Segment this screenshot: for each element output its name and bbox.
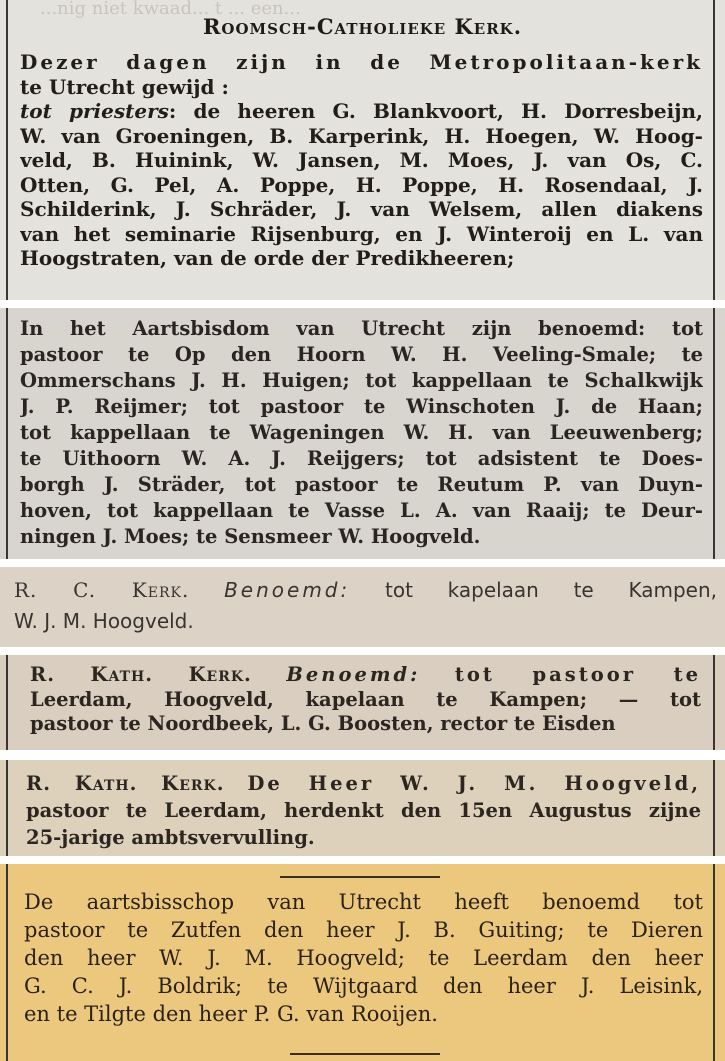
column-rule-left [6, 864, 8, 1061]
column-rule-right [713, 655, 715, 750]
text-line: Leerdam, Hoogveld, kapelaan te Kampen; — tot [30, 687, 701, 711]
text-line-rest: : de heeren G. Blankvoort, H. Dorresbeijn, [168, 99, 703, 123]
text-line: G. C. J. Boldrik; te Wijtgaard den heer J. Leisink, [24, 974, 703, 998]
text-line: veld, B. Huinink, W. Jansen, M. Moes, J. van Os, C. [20, 148, 703, 172]
clipping-1 [0, 0, 725, 300]
column-rule-left [6, 308, 8, 559]
text-line: W. van Groeningen, B. Karperink, H. Hoegen, W. Hoog- [20, 123, 703, 148]
benoemd-label: Benoemd: [286, 663, 421, 686]
text-line: Schilderink, J. Schräder, J. van Welsem, allen diakens [20, 197, 703, 221]
text-line: ningen J. Moes; te Sensmeer W. Hoogveld. [20, 525, 481, 548]
text-line: pastoor te Leerdam, herdenkt den 15en Augustus zijne [26, 799, 701, 822]
separator-rule-bottom [290, 1053, 440, 1055]
clipping-3-body [14, 575, 717, 637]
clipping-1-body [20, 50, 703, 271]
clipping-3 [0, 567, 725, 647]
text-line: 25-jarige ambtsvervulling. [26, 826, 315, 849]
column-rule-left [6, 760, 8, 856]
clipping-2 [0, 308, 725, 559]
kerk-heading: R. C. Kerk. [14, 578, 190, 602]
benoemd-label: Benoemd: [224, 578, 351, 602]
bleed-through-text: ...nig niet kwaad... t ... een... [40, 0, 301, 19]
column-rule-left [6, 655, 8, 750]
text-line-rest: De Heer W. J. M. Hoogveld, [247, 772, 701, 795]
text-line: te Uithoorn W. A. J. Reijgers; tot adsistent te Does- [20, 447, 703, 470]
text-line: van het seminarie Rijsenburg, en J. Winteroij en L. van [20, 221, 703, 246]
text-line-rest: tot kapelaan te Kampen, [384, 578, 717, 602]
column-rule-right [713, 864, 715, 1061]
text-line: pastoor te Noordbeek, L. G. Boosten, rector te Eisden [30, 712, 616, 735]
text-line: den heer W. J. M. Hoogveld; te Leerdam den heer [24, 946, 703, 970]
clipping-6-body [24, 888, 703, 1028]
clipping-6 [0, 864, 725, 1061]
text-line: De aartsbisschop van Utrecht heeft benoemd tot [24, 890, 703, 914]
kerk-heading: R. Kath. Kerk. [30, 663, 252, 686]
tot-priesters-label: tot priesters [20, 99, 169, 123]
text-line [26, 770, 701, 797]
text-line: Dezer dagen zijn in de Metropolitaan-kerk [20, 50, 703, 74]
clipping-1-title: Roomsch-Catholieke Kerk. [202, 14, 523, 39]
clipping-5 [0, 760, 725, 856]
text-line: J. P. Reijmer; tot pastoor te Winschoten J. de Haan; [20, 395, 703, 418]
text-line: hoven, tot kappellaan te Vasse L. A. van Raaij; te Deur- [20, 499, 703, 522]
clipping-5-body [26, 770, 701, 851]
text-line: tot kappellaan te Wageningen W. H. van Leeuwenberg; [20, 421, 703, 444]
text-line: Hoogstraten, van de orde der Predikheeren; [20, 246, 515, 270]
text-line-rest: tot pastoor te [454, 663, 701, 686]
column-rule-right [713, 760, 715, 856]
text-line [14, 575, 717, 606]
text-line: Ommerschans J. H. Huigen; tot kappellaan te Schalkwijk [20, 369, 703, 392]
text-line: borgh J. Sträder, tot pastoor te Reutum P. van Duyn- [20, 473, 703, 496]
text-line [20, 99, 703, 124]
kerk-heading: R. Kath. Kerk. [26, 772, 225, 795]
text-line: en te Tilgte den heer P. G. van Rooijen. [24, 1002, 438, 1026]
clipping-2-body [20, 316, 703, 550]
column-rule-left [6, 0, 8, 300]
text-line: In het Aartsbisdom van Utrecht zijn benoemd: tot [20, 317, 703, 340]
text-line: pastoor te Zutfen den heer J. B. Guiting; te Dieren [24, 918, 703, 942]
clipping-4 [0, 655, 725, 750]
text-line: Otten, G. Pel, A. Poppe, H. Poppe, H. Rosendaal, J. [20, 172, 703, 197]
clipping-4-body [30, 663, 701, 737]
column-rule-right [713, 308, 715, 559]
text-line [30, 663, 701, 688]
text-line: te Utrecht gewijd : [20, 74, 229, 99]
text-line: W. J. M. Hoogveld. [14, 609, 194, 633]
text-line: pastoor te Op den Hoorn W. H. Veeling-Smale; te [20, 343, 703, 366]
separator-rule-top [280, 876, 440, 878]
column-rule-right [713, 0, 715, 300]
